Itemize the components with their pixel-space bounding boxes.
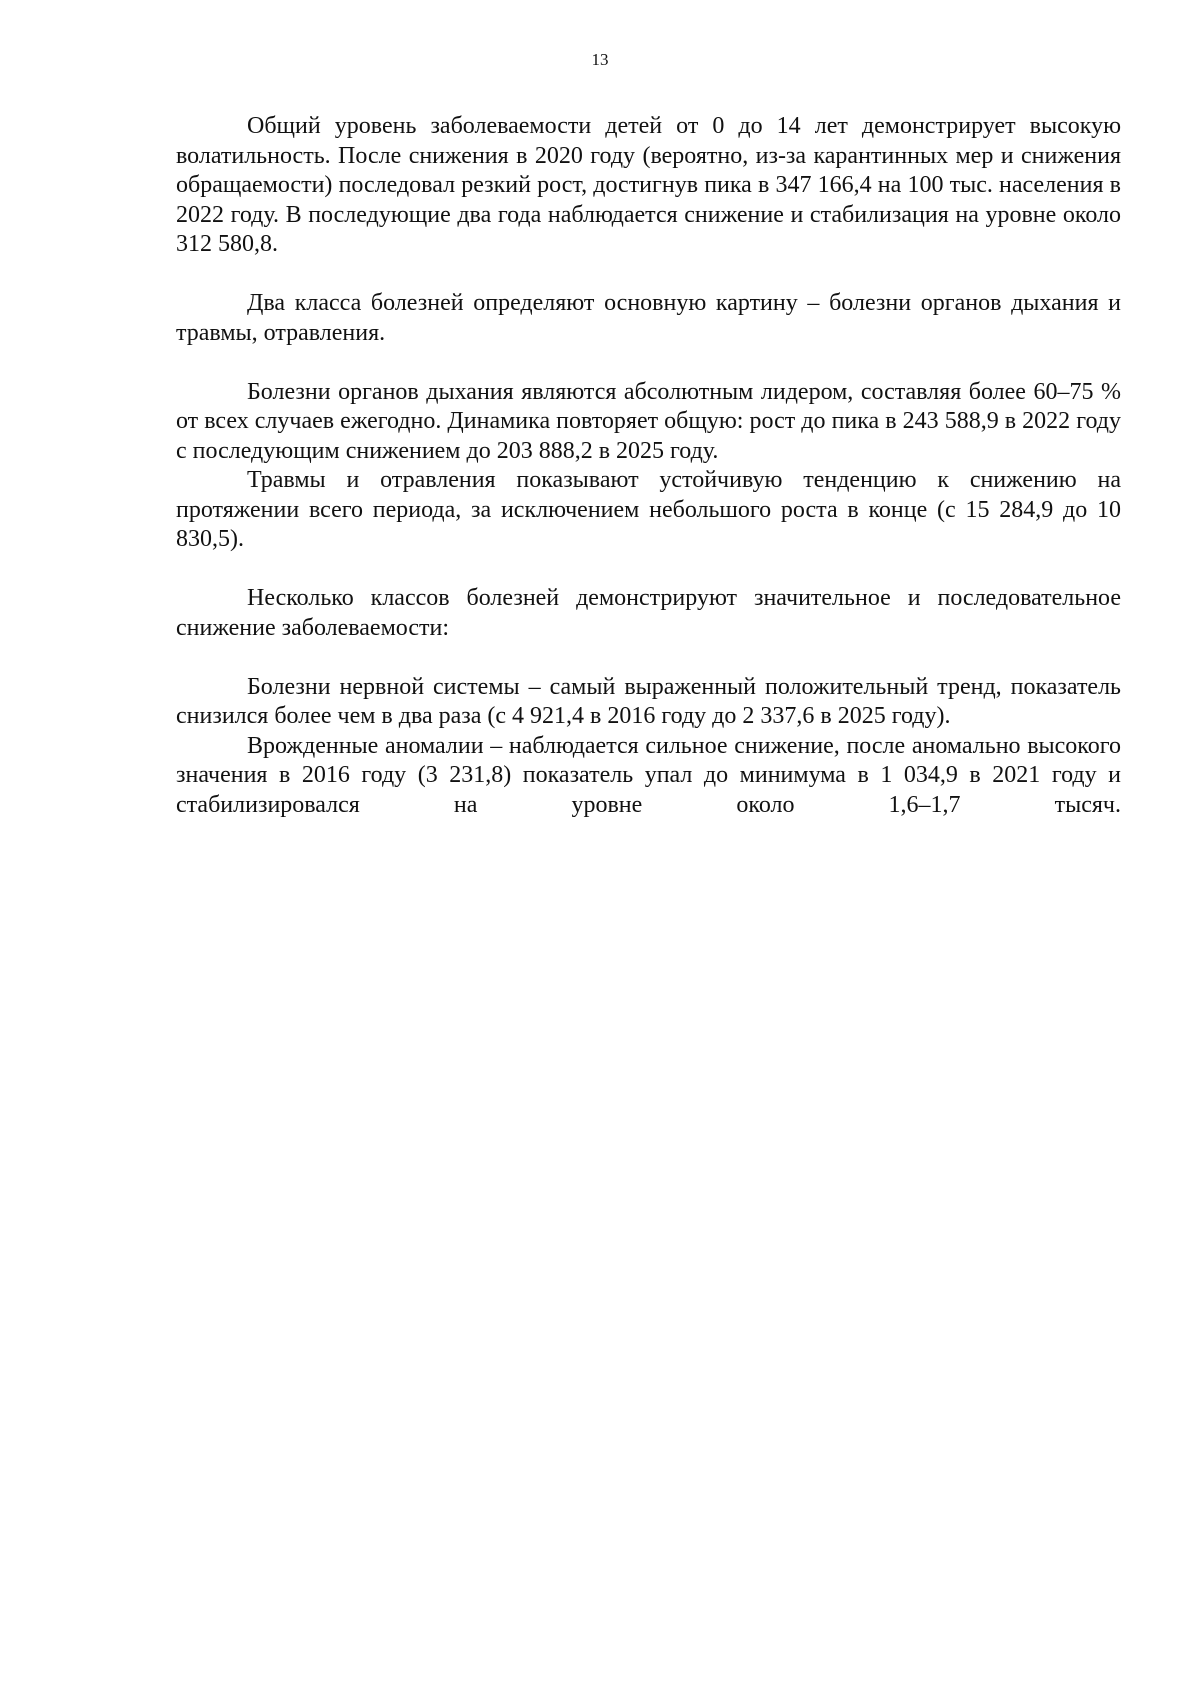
paragraph-gap (176, 348, 1121, 378)
paragraph-nervous-system: Болезни нервной системы – самый выраженный положительный тренд, показатель снизился более чем в два раза (с 4 921,4 в 2016 году до 2 337,6 в 2025 году). (176, 673, 1121, 729)
paragraph-gap (176, 260, 1121, 290)
paragraph-two-classes: Два класса болезней определяют основную картину – болезни органов дыхания и травмы, отравления. (176, 290, 1121, 346)
paragraph-gap (176, 555, 1121, 585)
page-number: 13 (591, 50, 609, 69)
paragraph-congenital-anomalies: Врожденные аномалии – наблюдается сильное снижение, после аномально высокого значения в 2016 году (3 231,8) показатель упал до минимума в 1 034,9 в 2021 году и стабилизировался на уровне около 1,6–1,7 тысяч. (176, 732, 1121, 818)
paragraph-injuries-poisonings: Травмы и отравления показывают устойчивую тенденцию к снижению на протяжении всего периода, за исключением небольшого роста в конце (с 15 284,9 до 10 830,5). (176, 467, 1121, 552)
paragraph-overall-morbidity: Общий уровень заболеваемости детей от 0 до 14 лет демонстрирует высокую волатильность. После снижения в 2020 году (вероятно, из-за карантинных мер и снижения обращаемости) последовал резкий рост, достигнув пика в 347 166,4 на 100 тыс. населения в 2022 году. В последующие два года наблюдается снижение и стабилизация на уровне около 312 580,8. (176, 113, 1121, 257)
paragraph-respiratory-diseases: Болезни органов дыхания являются абсолютным лидером, составляя более 60–75 % от всех случаев ежегодно. Динамика повторяет общую: рост до пика в 243 588,9 в 2022 году с последующим снижением до 203 888,2 в 2025 году. (176, 378, 1121, 464)
paragraph-gap (176, 643, 1121, 673)
document-body (176, 112, 1121, 820)
paragraph-declining-classes: Несколько классов болезней демонстрируют значительное и последовательное снижение заболеваемости: (176, 585, 1121, 641)
